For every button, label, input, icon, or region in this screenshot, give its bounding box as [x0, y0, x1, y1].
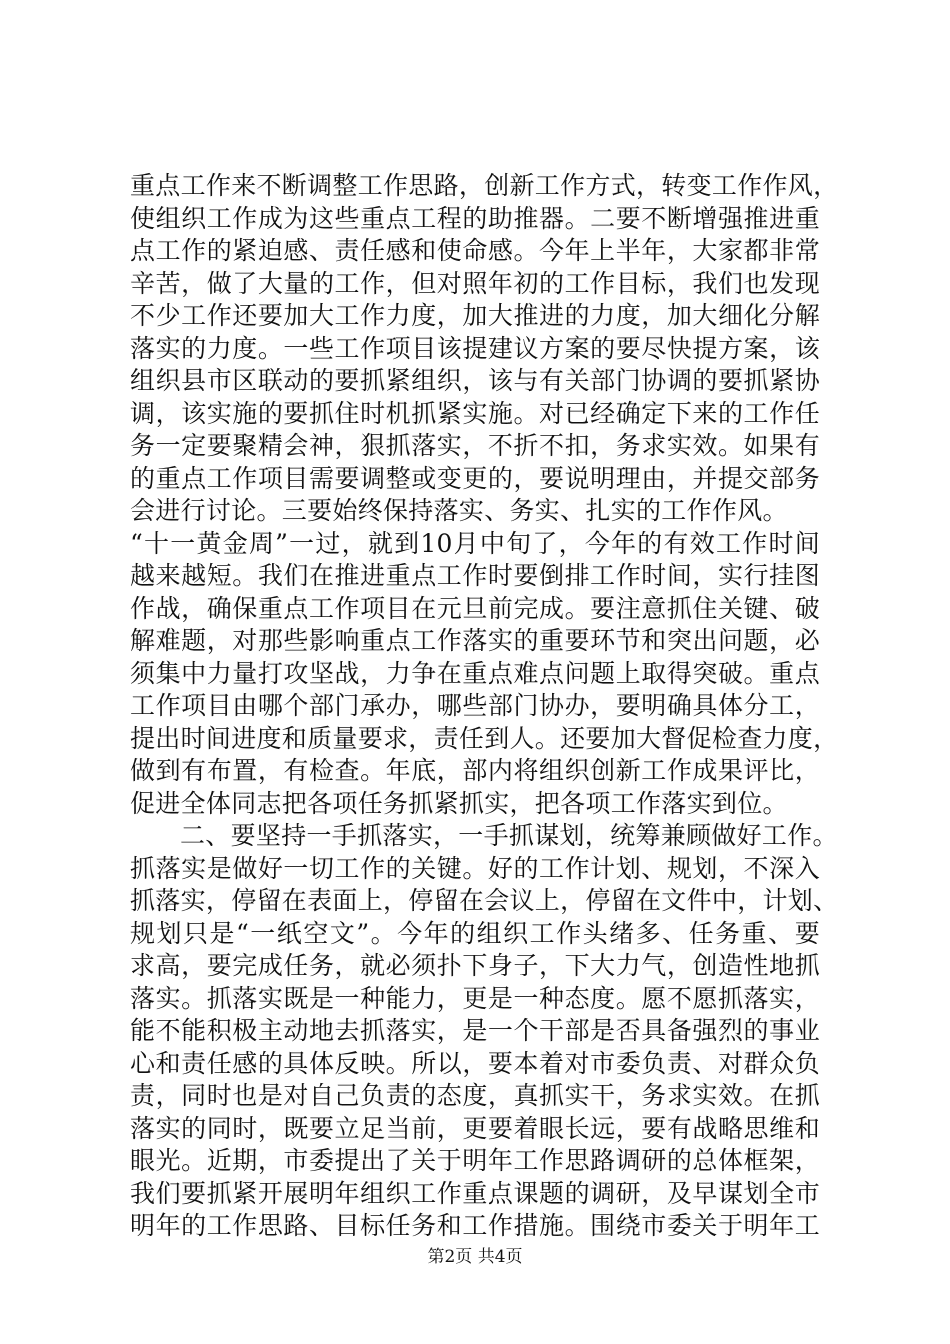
text-line: 组织县市区联动的要抓紧组织，该与有关部门协调的要抓紧协: [130, 366, 820, 395]
page-indicator: 第2页 共4页: [427, 1247, 523, 1267]
text-line: 做到有布置，有检查。年底，部内将组织创新工作成果评比，: [130, 756, 820, 785]
text-line: 落实。抓落实既是一种能力，更是一种态度。愿不愿抓落实，: [130, 983, 820, 1013]
text-line: 点工作的紧迫感、责任感和使命感。今年上半年，大家都非常: [130, 236, 820, 265]
text-line: “十一黄金周”一过，就到10月中旬了，今年的有效工作时间: [130, 528, 820, 558]
text-line: 工作项目由哪个部门承办，哪些部门协办，要明确具体分工，: [130, 691, 820, 720]
text-line: 的重点工作项目需要调整或变更的，要说明理由，并提交部务: [130, 463, 820, 493]
paragraph-2: [130, 820, 839, 1243]
text-line: 辛苦，做了大量的工作，但对照年初的工作目标，我们也发现: [130, 268, 820, 298]
paragraph-1: [130, 170, 839, 820]
text-line: 心和责任感的具体反映。所以，要本着对市委负责、对群众负: [130, 1048, 820, 1078]
text-line: 落实的同时，既要立足当前，更要着眼长远，要有战略思维和: [130, 1113, 820, 1143]
text-line: 作战，确保重点工作项目在元旦前完成。要注意抓住关键、破: [130, 593, 820, 623]
text-line: 会进行讨论。三要始终保持落实、务实、扎实的工作作风。: [130, 496, 788, 525]
text-line: 调，该实施的要抓住时机抓紧实施。对已经确定下来的工作任: [130, 398, 820, 428]
text-line: 解难题，对那些影响重点工作落实的重要环节和突出问题，必: [130, 626, 820, 655]
text-line: 抓落实是做好一切工作的关键。好的工作计划、规划，不深入: [130, 853, 820, 883]
text-line: 落实的力度。一些工作项目该提建议方案的要尽快提方案，该: [130, 333, 820, 363]
text-line: 抓落实，停留在表面上，停留在会议上，停留在文件中，计划、: [130, 886, 839, 915]
text-line: 使组织工作成为这些重点工程的助推器。二要不断增强推进重: [130, 203, 820, 233]
text-line: 重点工作来不断调整工作思路，创新工作方式，转变工作作风，: [130, 171, 839, 200]
text-line: 促进全体同志把各项任务抓紧抓实，把各项工作落实到位。: [130, 788, 788, 818]
text-line: 二、要坚持一手抓落实，一手抓谋划，统筹兼顾做好工作。: [180, 821, 838, 850]
text-line: 我们要抓紧开展明年组织工作重点课题的调研，及早谋划全市: [130, 1178, 820, 1208]
text-line: 求高，要完成任务，就必须扑下身子，下大力气，创造性地抓: [130, 951, 820, 980]
page-footer: [0, 1246, 950, 1268]
text-line: 明年的工作思路、目标任务和工作措施。围绕市委关于明年工: [130, 1211, 820, 1240]
text-line: 务一定要聚精会神，狠抓落实，不折不扣，务求实效。如果有: [130, 431, 820, 460]
text-line: 眼光。近期，市委提出了关于明年工作思路调研的总体框架，: [130, 1146, 820, 1175]
text-line: 规划只是“一纸空文”。今年的组织工作头绪多、任务重、要: [130, 918, 820, 948]
text-line: 不少工作还要加大工作力度，加大推进的力度，加大细化分解: [130, 301, 820, 330]
text-line: 提出时间进度和质量要求，责任到人。还要加大督促检查力度，: [130, 723, 839, 753]
text-line: 能不能积极主动地去抓落实，是一个干部是否具备强烈的事业: [130, 1016, 820, 1045]
text-line: 责，同时也是对自己负责的态度，真抓实干，务求实效。在抓: [130, 1081, 820, 1110]
document-body: [130, 170, 839, 1243]
text-line: 越来越短。我们在推进重点工作时要倒排工作时间，实行挂图: [130, 561, 820, 590]
text-line: 须集中力量打攻坚战，力争在重点难点问题上取得突破。重点: [130, 658, 820, 688]
